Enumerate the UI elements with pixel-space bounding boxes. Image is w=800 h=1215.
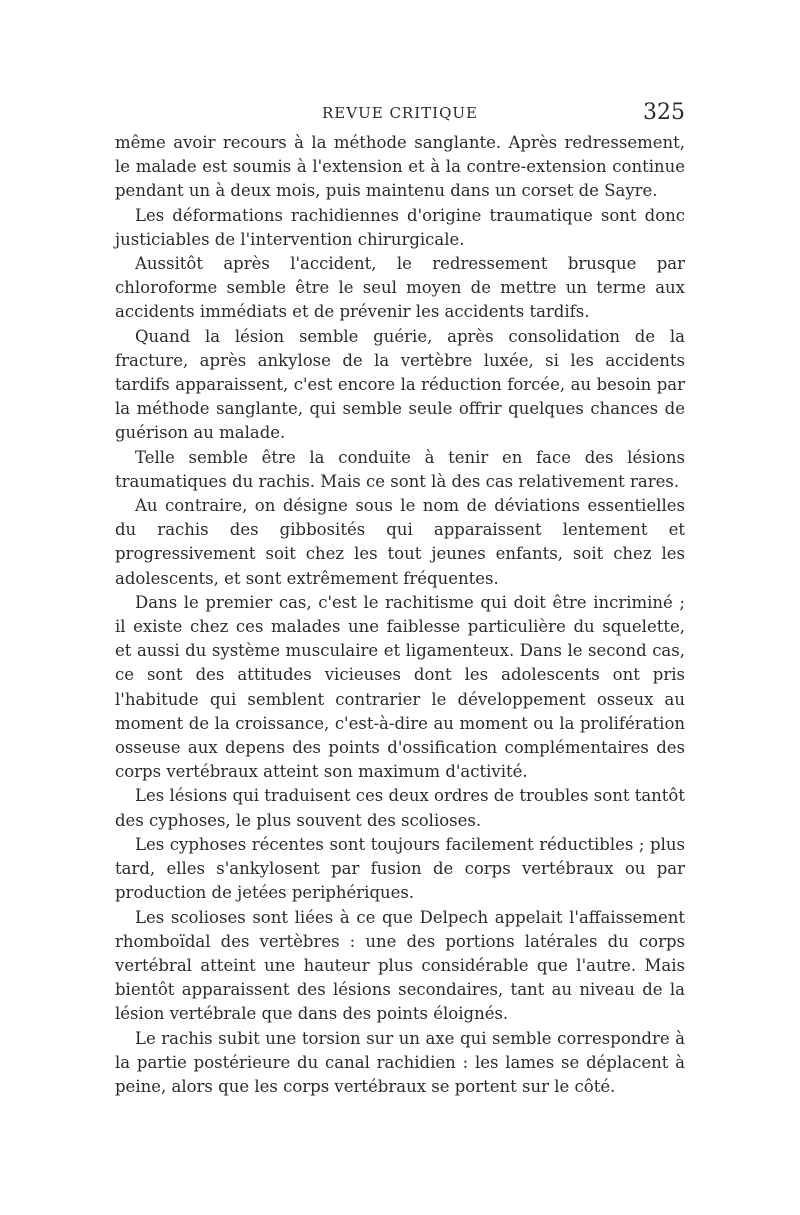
paragraph: Les lésions qui traduisent ces deux ordres de troubles sont tantôt des cyphoses, le plus souvent des scolioses. bbox=[115, 786, 685, 830]
paragraph: Aussitôt après l'accident, le redressement brusque par chloroforme semble être le seul moyen de mettre un terme aux accidents immédiats et de prévenir les accidents tardifs. bbox=[115, 254, 685, 322]
running-title: REVUE CRITIQUE bbox=[322, 104, 478, 122]
paragraph: Les cyphoses récentes sont toujours facilement réductibles ; plus tard, elles s'ankylosent par fusion de corps vertébraux ou par production de jetées periphériques. bbox=[115, 834, 685, 903]
page-number: 325 bbox=[643, 100, 685, 125]
paragraph: même avoir recours à la méthode sanglante. Après redressement, le malade est soumis à l'extension et à la contre-extension continue pendant un à deux mois, puis maintenu dans un corset de Sayre. bbox=[115, 133, 685, 201]
paragraph: Le rachis subit une torsion sur un axe qui semble correspondre à la partie postérieure du canal rachidien : les lames se déplacent à peine, alors que les corps vertébraux se portent sur le côté. bbox=[115, 1028, 685, 1096]
page-header bbox=[115, 100, 685, 128]
paragraph: Dans le premier cas, c'est le rachitisme qui doit être incriminé ; il existe chez ces malades une faiblesse particulière du squelette, et aussi du système musculaire et ligamenteux. Dans le second cas, ce sont des attitudes vicieuses dont les adolescents ont pris l'habitude qui semblent contrarier le développement osseux au moment de la croissance, c'est-à-dire au moment ou la prolifération osseuse aux depens des points d'ossification complémentaires des corps vertébraux atteint son maximum d'activité. bbox=[115, 592, 685, 782]
paragraph: Telle semble être la conduite à tenir en face des lésions traumatiques du rachis. Mais ce sont là des cas relativement rares. bbox=[115, 447, 685, 491]
paragraph: Au contraire, on désigne sous le nom de déviations essentielles du rachis des gibbosités qui apparaissent lentement et progressivement soit chez les tout jeunes enfants, soit chez les adolescents, et sont extrêmement fréquentes. bbox=[115, 496, 685, 588]
paragraph: Les déformations rachidiennes d'origine traumatique sont donc justiciables de l'intervention chirurgicale. bbox=[115, 205, 685, 249]
paragraph: Quand la lésion semble guérie, après consolidation de la fracture, après ankylose de la vertèbre luxée, si les accidents tardifs apparaissent, c'est encore la réduction forcée, au besoin par la méthode sanglante, qui semble seule offrir quelques chances de guérison au malade. bbox=[115, 326, 685, 443]
paragraph: Les scolioses sont liées à ce que Delpech appelait l'affaissement rhomboïdal des vertèbres : une des portions latérales du corps vertébral atteint une hauteur plus considérable que l'autre. Mais bientôt apparaissent des lésions secondaires, tant au niveau de la lésion vertébrale que dans des points éloignés. bbox=[115, 907, 685, 1024]
body-text bbox=[115, 131, 685, 1099]
